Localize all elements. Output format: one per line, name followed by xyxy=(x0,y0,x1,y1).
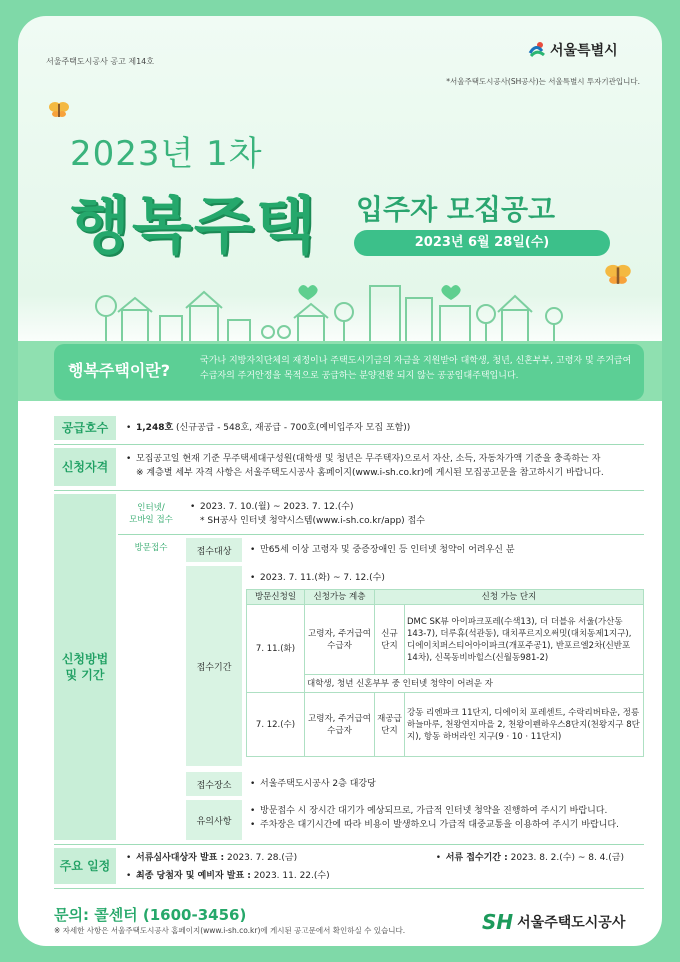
target-label: 접수대상 xyxy=(186,538,242,562)
table-header: 방문신청일 xyxy=(247,590,305,605)
method-label-1: 신청방법 xyxy=(61,652,109,666)
table-row: 7. 12.(수) 고령자, 주거급여 수급자 재공급 단지 강동 리엔파크 11단지, 디에이치 포레센트, 수락리버타운, 정릉 하늘마루, 천왕연지마을 2, 천왕이펜하우스8단지(천왕지구 8단지), 항동 하버라인 지구(9 · 10 · 11단지) xyxy=(247,693,644,757)
caution-label: 유의사항 xyxy=(186,800,242,840)
main-title: 행복주택 xyxy=(70,189,318,262)
table-header: 신청가능 계층 xyxy=(305,590,375,605)
sub-title: 입주자 모집공고 xyxy=(356,193,556,226)
target-text: • 만65세 이상 고령자 및 중증장애인 등 인터넷 청약이 어려우신 분 xyxy=(250,543,644,557)
seoul-logo-text: 서울특별시 xyxy=(550,43,618,59)
supply-label: 공급호수 xyxy=(54,416,116,440)
supply-detail: (신규공급 - 548호, 재공급 - 700호(예비입주자 모집 포함)) xyxy=(176,423,411,433)
happy-housing-definition xyxy=(54,344,644,400)
seoul-note: *서울주택도시공사(SH공사)는 서울특별시 투자기관입니다. xyxy=(446,77,640,86)
schedule-content: • 서류심사대상자 발표 : 2023. 7. 28.(금) • 서류 접수기간 : 2023. 8. 2.(수) ~ 8. 4.(금) • 최종 당첨자 및 예비자 발표 : 2023. 11. 22.(수) xyxy=(126,851,644,883)
online-label: 인터넷/ 모바일 접수 xyxy=(129,503,173,525)
seoul-logo-icon xyxy=(528,41,546,59)
method-label-2: 및 기간 xyxy=(65,668,105,682)
sh-logo-name: 서울주택도시공사 xyxy=(517,915,626,931)
definition-label: 행복주택이란? xyxy=(68,361,171,380)
period-label: 접수기간 xyxy=(186,566,242,766)
seoul-logo xyxy=(528,40,618,60)
definition-text: 국가나 지방자치단체의 재정이나 주택도시기금의 자금을 지원받아 대학생, 청년, 신혼부부, 고령자 및 주거급여수급자의 주거안정을 목적으로 공급하는 분양전환 되지 않는 공공임대주택입니다. xyxy=(200,356,632,381)
caution-content: • 방문접수 시 장시간 대기가 예상되므로, 가급적 인터넷 청약을 진행하여 주시기 바랍니다. • 주차장은 대기시간에 따라 비용이 발생하오니 가급적 대중교통을 이용하여 주시기 바랍니다. xyxy=(250,804,644,832)
table-header: 신청 가능 단지 xyxy=(375,590,644,605)
online-content xyxy=(190,500,640,528)
supply-count: 1,248호 xyxy=(136,423,174,433)
qualify-label: 신청자격 xyxy=(54,448,116,486)
qualify-content xyxy=(126,452,644,480)
online-date: • 2023. 7. 10.(월) ~ 2023. 7. 12.(수) xyxy=(190,500,640,514)
heart-icon xyxy=(441,285,460,300)
online-note: * SH공사 인터넷 청약시스템(www.i-sh.co.kr/app) 접수 xyxy=(200,516,425,526)
footer-note: ※ 자세한 사항은 서울주택도시공사 홈페이지(www.i-sh.co.kr)에 게시된 공고문에서 확인하실 수 있습니다. xyxy=(54,926,406,935)
visit-label: 방문접수 xyxy=(134,543,168,553)
year-title: 2023년 1차 xyxy=(70,134,263,174)
qualify-line-2: ※ 계층별 세부 자격 사항은 서울주택도시공사 홈페이지(www.i-sh.co.kr)에 게시된 모집공고문을 참고하시기 바랍니다. xyxy=(136,468,604,478)
visit-schedule-table xyxy=(246,589,644,757)
city-illustration xyxy=(18,276,662,346)
notice-number: 서울주택도시공사 공고 제14호 xyxy=(46,57,155,66)
qualify-line-1: • 모집공고일 현재 기준 무주택세대구성원(대학생 및 청년은 무주택자)으로서 자산, 소득, 자동차가액 기준을 충족하는 자 xyxy=(126,452,644,466)
table-row: 대학생, 청년 신혼부부 중 인터넷 청약이 어려운 자 xyxy=(247,675,644,693)
contact-info: 문의: 콜센터 (1600-3456) xyxy=(54,906,247,924)
schedule-label: 주요 일정 xyxy=(54,848,116,884)
heart-icon xyxy=(298,285,317,300)
sh-logo-mark: SH xyxy=(482,910,514,934)
supply-value xyxy=(126,421,654,435)
method-label xyxy=(54,494,116,840)
poster-card xyxy=(18,16,662,946)
announcement-date: 2023년 6월 28일(수) xyxy=(354,230,610,256)
butterfly-icon xyxy=(48,100,70,120)
place-label: 접수장소 xyxy=(186,772,242,796)
table-row: 7. 11.(화) 고령자, 주거급여 수급자 신규 단지 DMC SK뷰 아이파크포레(수색13), 더 더블유 서울(가산동143-7), 더루휴(석관동), 대치푸르지오써밋(대치동제1지구), 디에이치퍼스티어아이파크(개포주공1), 반포르엘2차(신반포14차), 신목동비바힐스(신월동981-2) xyxy=(247,605,644,675)
sh-logo xyxy=(482,910,625,934)
period-date: • 2023. 7. 11.(화) ~ 7. 12.(수) xyxy=(250,571,644,585)
place-text: • 서울주택도시공사 2층 대강당 xyxy=(250,777,644,791)
